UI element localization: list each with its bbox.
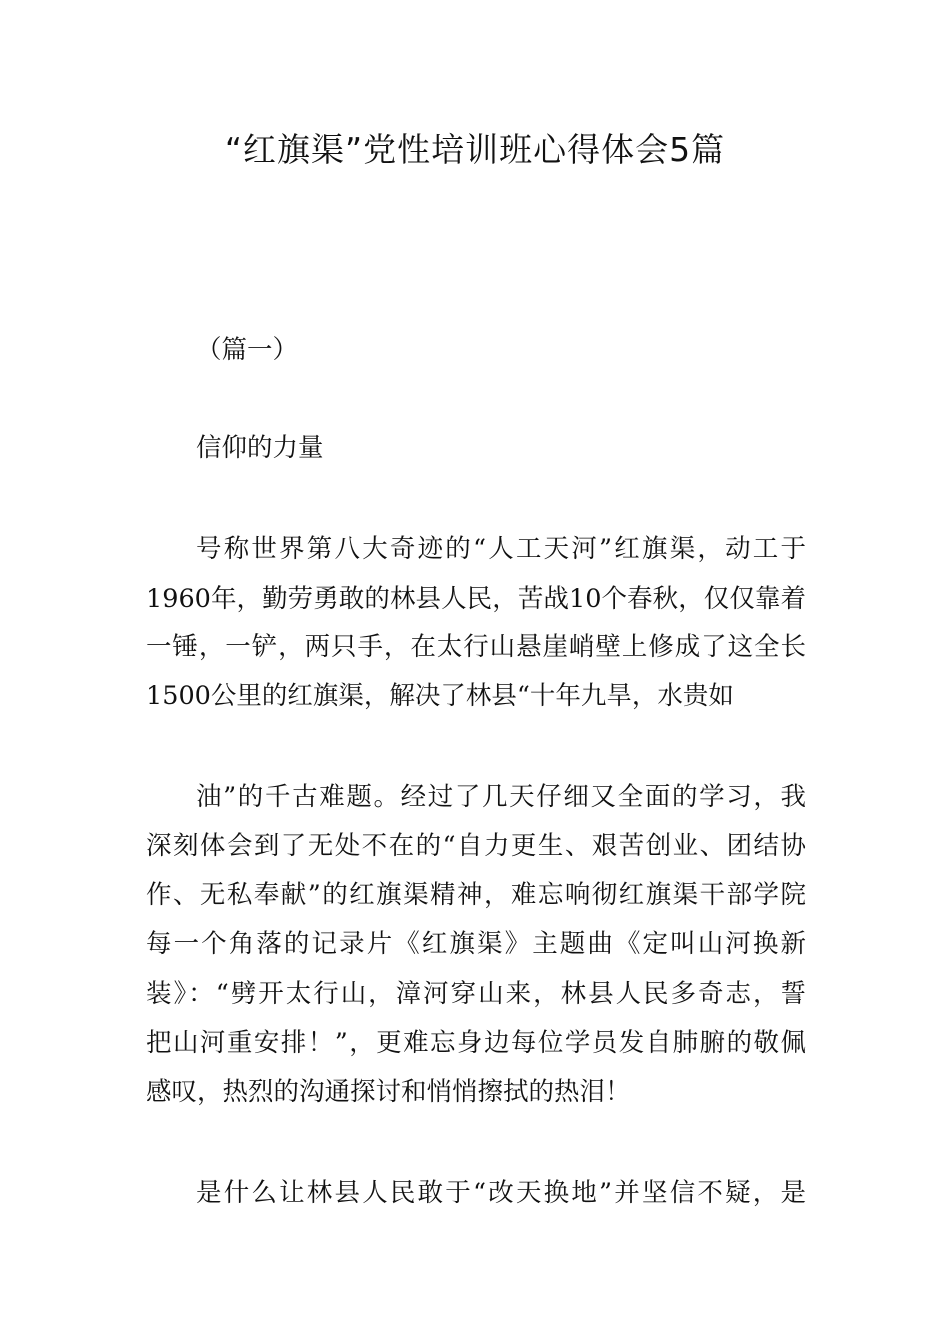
- paragraph-line: 1500公里的红旗渠，解决了林县“十年九旱，水贵如: [146, 681, 734, 711]
- paragraph-line: 装》：“劈开太行山，漳河穿山来，林县人民多奇志，誓: [146, 979, 806, 1009]
- document-title: “红旗渠”党性培训班心得体会5篇: [224, 130, 726, 169]
- paragraph-line: 油”的千古难题。经过了几天仔细又全面的学习，我: [196, 782, 806, 812]
- section-subtitle: 信仰的力量: [196, 433, 324, 463]
- section-label: （篇一）: [196, 335, 299, 365]
- paragraph-line: 感叹，热烈的沟通探讨和悄悄擦拭的热泪！: [146, 1077, 631, 1107]
- paragraph-line: 深刻体会到了无处不在的“自力更生、艰苦创业、团结协: [146, 831, 806, 861]
- paragraph-line: 把山河重安排！”，更难忘身边每位学员发自肺腑的敬佩: [146, 1028, 806, 1058]
- paragraph-line: 是什么让林县人民敢于“改天换地”并坚信不疑，是: [196, 1178, 806, 1208]
- paragraph-line: 号称世界第八大奇迹的“人工天河”红旗渠，动工于: [196, 534, 806, 564]
- paragraph-line: 每一个角落的记录片《红旗渠》主题曲《定叫山河换新: [146, 929, 806, 959]
- paragraph-line: 作、无私奉献”的红旗渠精神，难忘响彻红旗渠干部学院: [146, 880, 806, 910]
- paragraph-line: 一锤，一铲，两只手，在太行山悬崖峭壁上修成了这全长: [146, 632, 806, 662]
- paragraph-line: 1960年，勤劳勇敢的林县人民，苦战10个春秋，仅仅靠着: [146, 584, 806, 614]
